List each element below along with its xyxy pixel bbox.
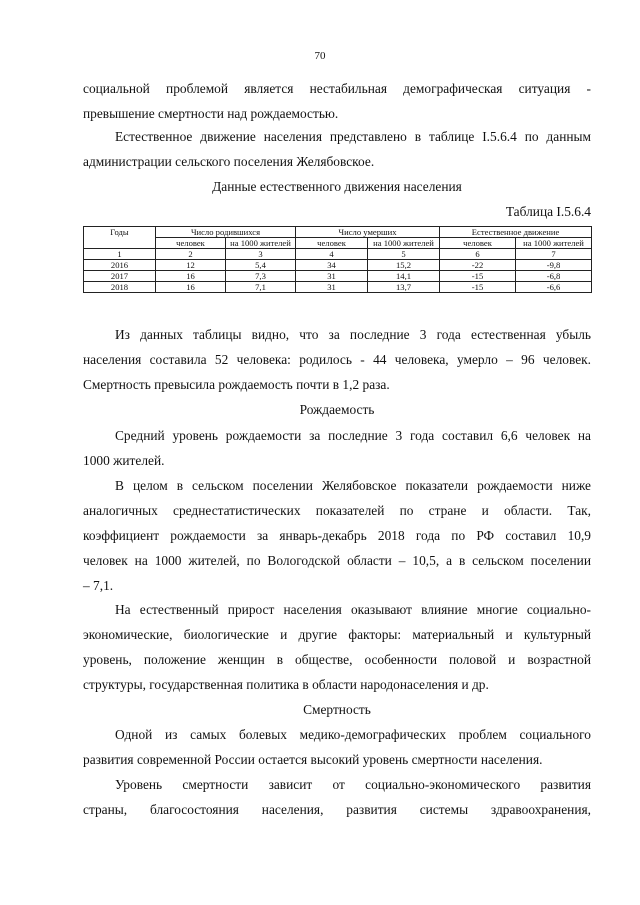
colnum-cell: 5 <box>368 249 440 260</box>
text-line: развития современной России остается высокий уровень смертности населения. <box>83 752 543 767</box>
text-line: Из данных таблицы видно, что за последние 3 года естественная убыль <box>115 327 591 342</box>
heading-death: Смертность <box>303 702 371 717</box>
colnum-cell: 4 <box>296 249 368 260</box>
text-line: уровень, положение женщин в обществе, особенности половой и возрастной <box>83 652 591 667</box>
table-subheader-row <box>84 238 592 249</box>
text-line: На естественный прирост населения оказывают влияние многие социально- <box>115 602 591 617</box>
text-line: Смертность превысила рождаемость почти в 1,2 раза. <box>83 377 390 392</box>
text-line: социальной проблемой является нестабильная демографическая ситуация - <box>83 81 591 96</box>
paragraph-mortality-factors <box>83 772 591 822</box>
table-cell: 16 <box>156 282 226 293</box>
table-cell: 34 <box>296 260 368 271</box>
table-header-row <box>84 227 592 238</box>
text-line: 1000 жителей. <box>83 453 165 468</box>
header-years: Годы <box>84 227 156 249</box>
text-line: Средний уровень рождаемости за последние 3 года составил 6,6 человек на <box>115 428 591 443</box>
text-line: Одной из самых болевых медико-демографических проблем социального <box>115 727 591 742</box>
text-line: экономические, биологические и другие факторы: материальный и культурный <box>83 627 591 642</box>
colnum-cell: 7 <box>516 249 592 260</box>
text-line: аналогичных среднестатистических показателей по стране и области. Так, <box>83 503 591 518</box>
text-line: Естественное движение населения представлено в таблице I.5.6.4 по данным <box>115 129 591 144</box>
subheader-cell: на 1000 жителей <box>516 238 592 249</box>
paragraph-birth-comparison <box>83 473 591 598</box>
colnum-cell: 2 <box>156 249 226 260</box>
header-died: Число умерших <box>296 227 440 238</box>
colnum-cell: 6 <box>440 249 516 260</box>
subheader-cell: на 1000 жителей <box>226 238 296 249</box>
subheader-cell: на 1000 жителей <box>368 238 440 249</box>
text-line: – 7,1. <box>83 578 114 593</box>
paragraph-factors <box>83 597 591 697</box>
paragraph-table-summary <box>83 322 591 397</box>
table-cell: 2017 <box>84 271 156 282</box>
text-line: человек на 1000 жителей, по Вологодской области – 10,5, а в сельском поселении <box>83 553 591 568</box>
subheader-cell: человек <box>156 238 226 249</box>
paragraph-birth-rate <box>83 423 591 473</box>
subheader-cell: человек <box>440 238 516 249</box>
table-row <box>84 260 592 271</box>
paragraph-table-intro <box>83 124 591 174</box>
population-table <box>83 226 592 293</box>
table-cell: 2016 <box>84 260 156 271</box>
text-line: Уровень смертности зависит от социально-экономического развития <box>115 777 591 792</box>
table-cell: 2018 <box>84 282 156 293</box>
table-row <box>84 271 592 282</box>
header-born: Число родившихся <box>156 227 296 238</box>
table-cell: -6,6 <box>516 282 592 293</box>
table-cell: -15 <box>440 282 516 293</box>
text-line: страны, благосостояния населения, развития системы здравоохранения, <box>83 802 591 817</box>
table-cell: 31 <box>296 271 368 282</box>
text-line: коэффициент рождаемости за январь-декабрь 2018 года по РФ составил 10,9 <box>83 528 591 543</box>
table-cell: -6,8 <box>516 271 592 282</box>
text-line: населения составила 52 человека: родилось - 44 человека, умерло – 96 человек. <box>83 352 591 367</box>
paragraph-mortality-problem <box>83 722 591 772</box>
table-colnum-row <box>84 249 592 260</box>
table-cell: -9,8 <box>516 260 592 271</box>
colnum-cell: 1 <box>84 249 156 260</box>
table-cell: 5,4 <box>226 260 296 271</box>
heading-birth: Рождаемость <box>299 402 375 417</box>
table-cell: 7,3 <box>226 271 296 282</box>
table-cell: 13,7 <box>368 282 440 293</box>
table-cell: 16 <box>156 271 226 282</box>
page-number: 70 <box>314 50 326 62</box>
table-cell: -22 <box>440 260 516 271</box>
text-line: структуры, государственная политика в области народонаселения и др. <box>83 677 489 692</box>
text-line: администрации сельского поселения Желябовское. <box>83 154 375 169</box>
subheader-cell: человек <box>296 238 368 249</box>
table-cell: 31 <box>296 282 368 293</box>
table-cell: 14,1 <box>368 271 440 282</box>
paragraph-intro <box>83 76 591 126</box>
colnum-cell: 3 <box>226 249 296 260</box>
table-cell: -15 <box>440 271 516 282</box>
table-row <box>84 282 592 293</box>
table-caption: Данные естественного движения населения <box>212 179 462 194</box>
table-number: Таблица I.5.6.4 <box>505 204 591 219</box>
text-line: превышение смертности над рождаемостью. <box>83 106 339 121</box>
table-cell: 15,2 <box>368 260 440 271</box>
text-line: В целом в сельском поселении Желябовское показатели рождаемости ниже <box>115 478 591 493</box>
header-natural: Естественное движение <box>440 227 592 238</box>
table-cell: 12 <box>156 260 226 271</box>
table-cell: 7,1 <box>226 282 296 293</box>
